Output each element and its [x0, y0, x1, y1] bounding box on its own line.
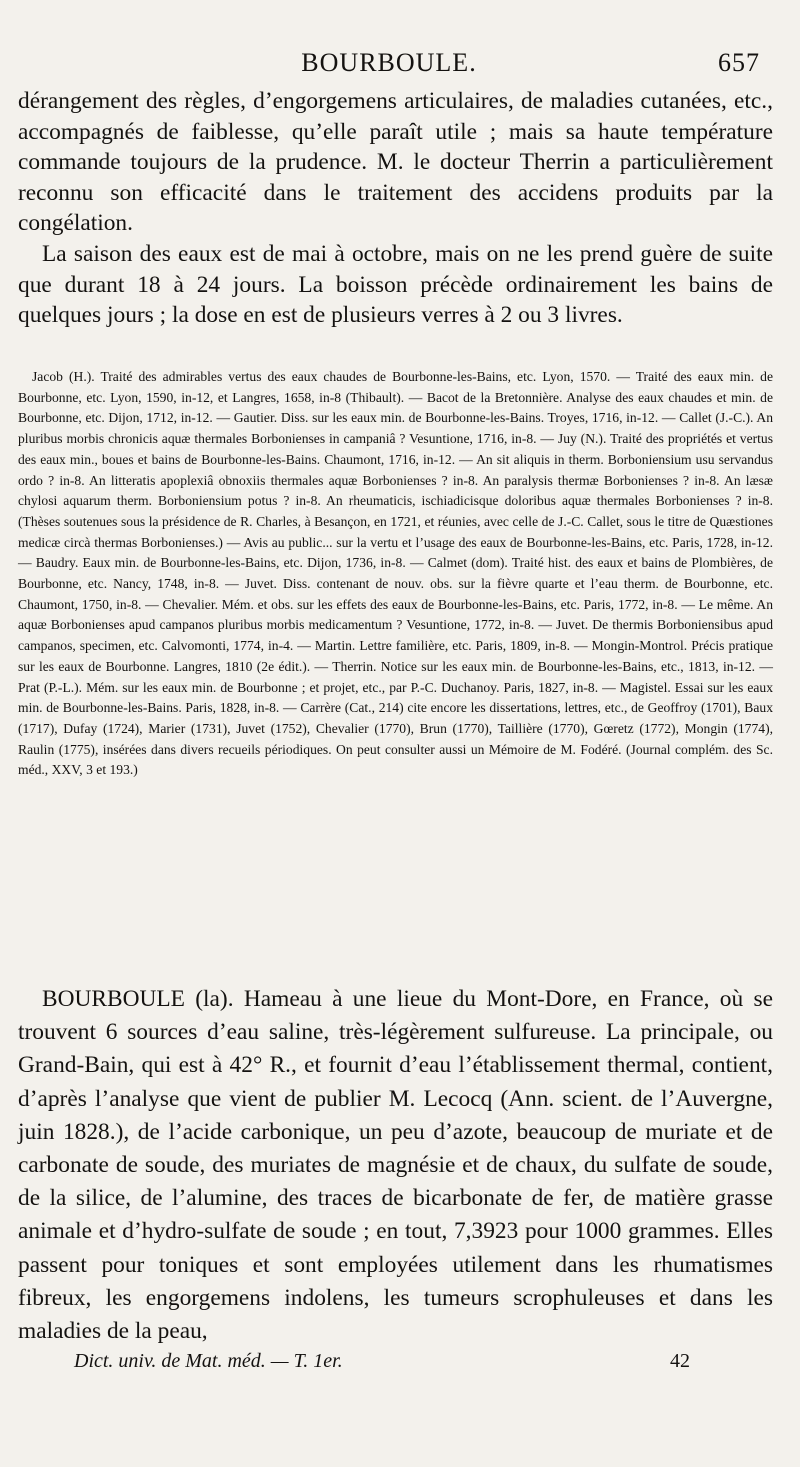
previous-entry-text [18, 86, 773, 331]
entry-paragraph [18, 983, 773, 1348]
sheet-number: 42 [670, 1350, 690, 1372]
page-footer [74, 1350, 740, 1380]
season-paragraph: La saison des eaux est de mai à octobre, mais on ne les prend guère de suite que durant 18 à 24 jours. La boisson précède ordinairement les bains de quelques jours ; la dose en est de plusieurs verres à 2 ou 3 livres. [18, 240, 773, 329]
signature-mark: Dict. univ. de Mat. méd. — T. 1er. [74, 1350, 343, 1372]
page-number: 657 [718, 48, 760, 77]
running-header [18, 48, 760, 84]
bibliography-paragraph: Jacob (H.). Traité des admirables vertus des eaux chaudes de Bourbonne-les-Bains, etc. Lyon, 1570. — Traité des eaux min. de Bourbonne, etc. Lyon, 1590, in-12, et Langres, 1658, in-8 (Thibault). — Bacot de la Bretonnière. Analyse des eaux chaudes et min. de Bourbonne, etc. Dijon, 1712, in-12. — Gautier. Diss. sur les eaux min. de Bourbonne-les-Bains. Troyes, 1716, in-12. — Callet (J.-C.). An pluribus morbis chronicis aquæ thermales Borbonienses in campaniâ ? Vesuntione, 1716, in-8. — Juy (N.). Traité des propriétés et vertus des eaux min., boues et bains de Bourbonne-les-Bains. Chaumont, 1716, in-12. — An sit aliquis in therm. Borboniensium usu servandus ordo ? in-8. An litteratis apoplexiâ obnoxiis thermales aquæ Borbonienses ? in-8. An paralysis thermæ Borbonienses ? in-8. An læsæ chylosi aquarum therm. Borboniensium potus ? in-8. An rheumaticis, ischiadicisque doloribus aquæ thermales Borbonienses ? in-8. (Thèses soutenues sous la présidence de R. Charles, à Besançon, en 1721, et réunies, avec celle de J.-C. Callet, sous le titre de Quæstiones medicæ circà thermas Borbonienses.) — Avis au public... sur la vertu et l’usage des eaux de Bourbonne-les-Bains, etc. Paris, 1728, in-12. — Baudry. Eaux min. de Bourbonne-les-Bains, etc. Dijon, 1736, in-8. — Calmet (dom). Traité hist. des eaux et bains de Plombières, de Bourbonne, etc. Nancy, 1748, in-8. — Juvet. Diss. contenant de nouv. obs. sur la fièvre quarte et l’eau therm. de Bourbonne, etc. Chaumont, 1750, in-8. — Chevalier. Mém. et obs. sur les effets des eaux de Bourbonne-les-Bains, etc. Paris, 1772, in-8. — Le même. An aquæ Borbonienses apud campanos pluribus morbis medicamentum ? Vesuntione, 1772, in-8. — Juvet. De thermis Borboniensibus apud campanos, specimen, etc. Calvomonti, 1774, in-4. — Martin. Lettre familière, etc. Paris, 1809, in-8. — Mongin-Montrol. Précis pratique sur les eaux de Bourbonne. Langres, 1810 (2e édit.). — Therrin. Notice sur les eaux min. de Bourbonne-les-Bains, etc., 1813, in-12. — Prat (P.-L.). Mém. sur les eaux min. de Bourbonne ; et projet, etc., par P.-C. Duchanoy. Paris, 1827, in-8. — Magistel. Essai sur les eaux min. de Bourbonne-les-Bains. Paris, 1828, in-8. — Carrère (Cat., 214) cite encore les dissertations, lettres, etc., de Geoffroy (1701), Baux (1717), Dufay (1724), Marier (1731), Juvet (1752), Chevalier (1770), Brun (1770), Taillière (1770), Gœretz (1772), Mongin (1774), Raulin (1775), insérées dans divers recueils périodiques. On peut consulter aussi un Mémoire de M. Fodéré. (Journal complém. des Sc. méd., XXV, 3 et 193.) [18, 369, 773, 778]
bourboule-entry [18, 983, 773, 1348]
continuation-paragraph: dérangement des règles, d’engorgemens articulaires, de maladies cutanées, etc., accompagnés de faiblesse, qu’elle paraît utile ; mais sa haute température commande toujours de la prudence. M. le docteur Therrin a particulièrement reconnu son efficacité dans le traitement des accidens produits par la congélation. [18, 88, 773, 237]
bibliography-block [18, 367, 773, 781]
entry-text: Hameau à une lieue du Mont-Dore, en France, où se trouvent 6 sources d’eau saline, très-légèrement sulfureuse. La principale, ou Grand-Bain, qui est à 42° R., et fournit d’eau l’établissement thermal, contient, d’après l’analyse que vient de publier M. Lecocq (Ann. scient. de l’Auvergne, juin 1828.), de l’acide carbonique, un peu d’azote, beaucoup de muriate et de carbonate de soude, des muriates de magnésie et de chaux, du sulfate de soude, de la silice, de l’alumine, des traces de bicarbonate de fer, de matière grasse animale et d’hydro-sulfate de soude ; en tout, 7,3923 pour 1000 grammes. Elles passent pour toniques et sont employées utilement dans les rhumatismes fibreux, les engorgemens indolens, les tumeurs scrophuleuses et dans les maladies de la peau, [18, 986, 773, 1345]
running-title: BOURBOULE. [301, 48, 477, 77]
entry-headword: BOURBOULE (la). [42, 986, 234, 1012]
